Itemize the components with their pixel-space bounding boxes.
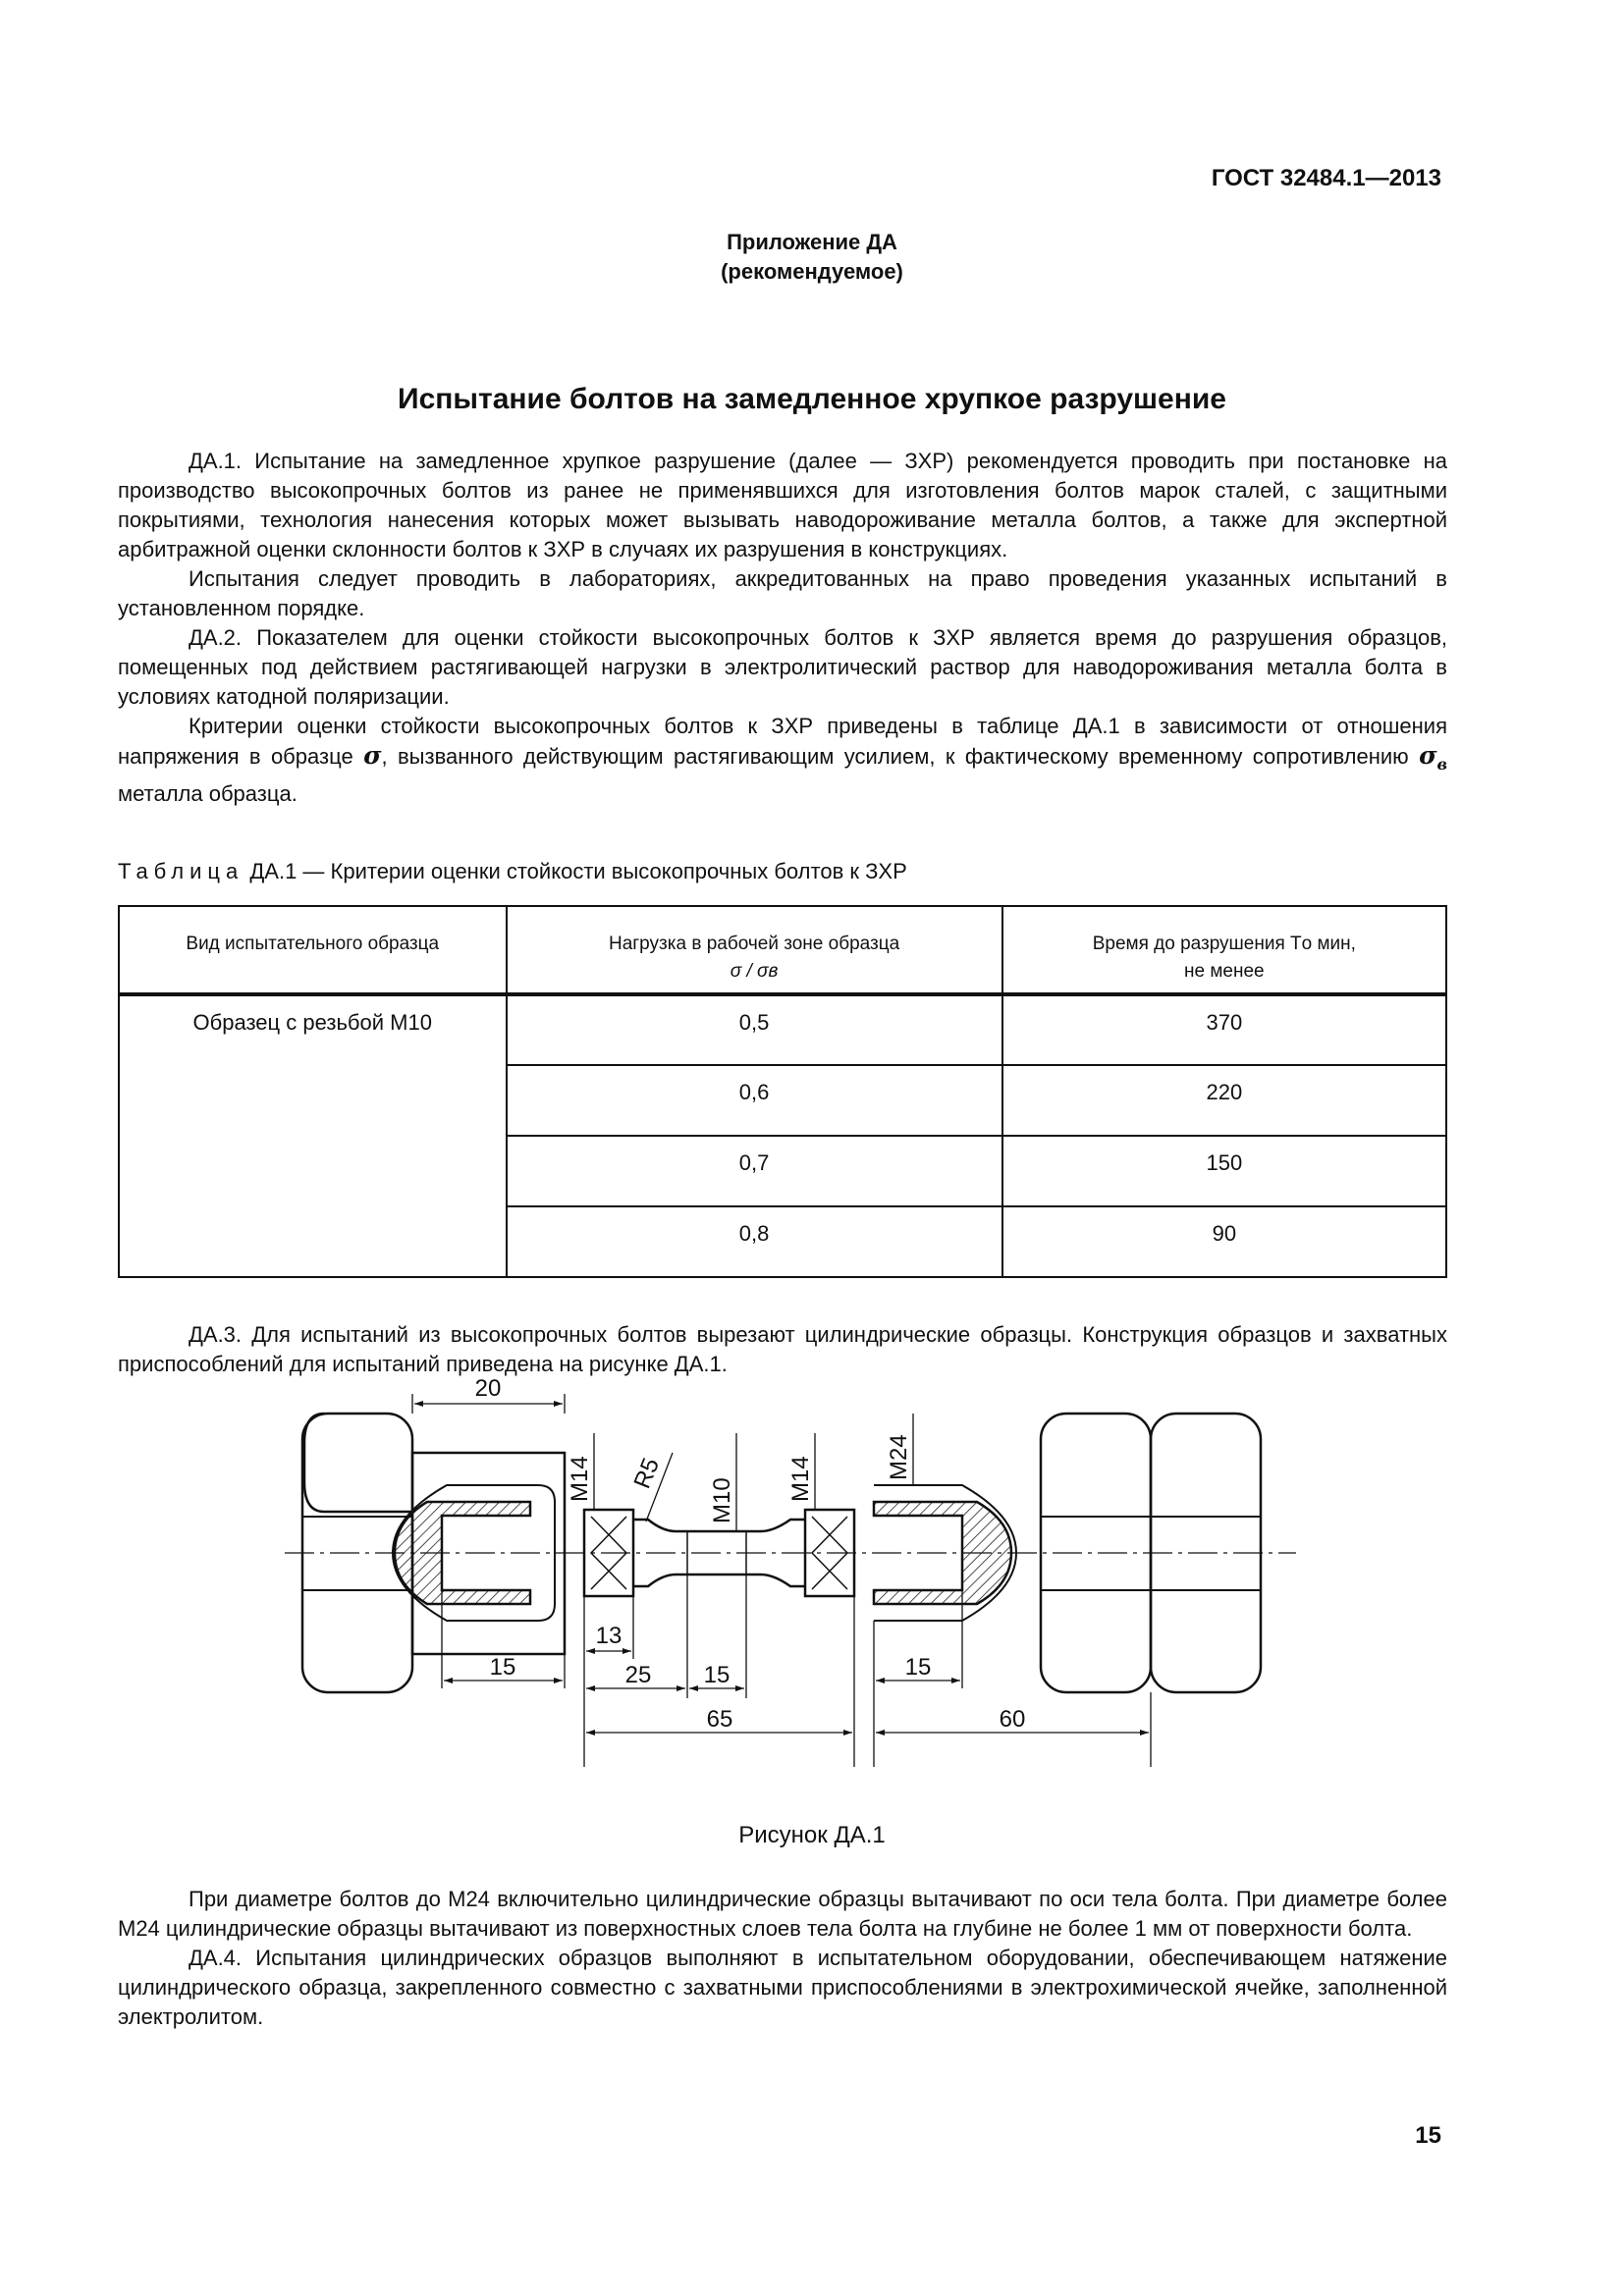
dim-15-left: 15 bbox=[489, 1654, 516, 1681]
dim-13: 13 bbox=[595, 1623, 623, 1649]
dim-15-right: 15 bbox=[904, 1654, 932, 1681]
annex-label: Приложение ДА bbox=[727, 230, 897, 254]
annex-heading bbox=[0, 228, 1624, 287]
paragraph-da3: ДА.3. Для испытаний из высокопрочных болтов вырезают цилиндрические образцы. Конструкция образцов и захватных приспособлений для испытаний приведена на рисунке ДА.1. bbox=[118, 1322, 1447, 1376]
dim-65: 65 bbox=[706, 1706, 733, 1733]
dim-60: 60 bbox=[999, 1706, 1026, 1733]
time-cell: 370 bbox=[1002, 994, 1446, 1065]
specimen-drawing bbox=[285, 1375, 1296, 1747]
figure-caption: Рисунок ДА.1 bbox=[738, 1822, 886, 1848]
table-caption-text: ДА.1 — Критерии оценки стойкости высокопрочных болтов к ЗХР bbox=[244, 859, 907, 883]
closing-text bbox=[118, 1885, 1447, 2032]
page-number: 15 bbox=[1415, 2122, 1441, 2149]
sigma-symbol: σ bbox=[363, 741, 382, 770]
paragraph-da2: ДА.2. Показателем для оценки стойкости высокопрочных болтов к ЗХР является время до разрушения образцов, помещенных под действием растягивающей нагрузки в электролитический раствор для наводороживания металла болта в условиях катодной поляризации. bbox=[118, 625, 1447, 709]
paragraph-da4: ДА.4. Испытания цилиндрических образцов выполняют в испытательном оборудовании, обеспечивающем натяжение цилиндрического образца, закрепленного совместно с захватными приспособлениями в электрохимической ячейке, заполненной электролитом. bbox=[118, 1946, 1447, 2029]
dim-20: 20 bbox=[474, 1375, 502, 1402]
table-caption-label: Таблица bbox=[118, 859, 244, 883]
header-load bbox=[507, 906, 1002, 994]
criteria-table bbox=[118, 905, 1447, 1278]
sigma-b-symbol bbox=[1419, 741, 1448, 774]
thread-m10: M10 bbox=[709, 1477, 735, 1523]
header-load-ratio: σ / σв bbox=[730, 961, 779, 982]
thread-m14-right: M14 bbox=[787, 1456, 814, 1502]
paragraph-diameter: При диаметре болтов до М24 включительно цилиндрические образцы вытачивают по оси тела болта. При диаметре более М24 цилиндрические образцы вытачивают из поверхностных слоев тела болта на глубине не более 1 мм от поверхности болта. bbox=[118, 1887, 1447, 1941]
sigma-b-base: σ bbox=[1419, 741, 1437, 770]
table-row bbox=[119, 994, 1446, 1065]
criteria-text-b: , вызванного действующим растягивающим усилием, к фактическому временному сопротивлению bbox=[381, 744, 1420, 769]
table-caption bbox=[118, 859, 907, 884]
paragraph-labs: Испытания следует проводить в лабораториях, аккредитованных на право проведения указанных испытаний в установленном порядке. bbox=[118, 566, 1447, 620]
load-cell: 0,8 bbox=[507, 1206, 1002, 1277]
load-cell: 0,6 bbox=[507, 1065, 1002, 1136]
radius-r5: R5 bbox=[628, 1454, 666, 1493]
thread-m24: M24 bbox=[886, 1434, 912, 1480]
document-code: ГОСТ 32484.1—2013 bbox=[1211, 165, 1441, 191]
paragraph-criteria bbox=[118, 712, 1447, 809]
section-title: Испытание болтов на замедленное хрупкое разрушение bbox=[398, 383, 1226, 415]
time-cell: 90 bbox=[1002, 1206, 1446, 1277]
time-cell: 220 bbox=[1002, 1065, 1446, 1136]
paragraph-da1: ДА.1. Испытание на замедленное хрупкое разрушение (далее — ЗХР) рекомендуется проводить при постановке на производство высокопрочных болтов из ранее не применявшихся для изготовления болтов марок сталей, с защитными покрытиями, технология нанесения которых может вызывать наводороживание металла болтов, а также для экспертной арбитражной оценки склонности болтов к ЗХР в случаях их разрушения в конструкциях. bbox=[118, 449, 1447, 561]
header-time bbox=[1002, 906, 1446, 994]
criteria-text-a: Критерии оценки стойкости высокопрочных болтов к ЗХР приведены в таблице ДА.1 в зависимости от отношения напряжения в образце bbox=[118, 714, 1447, 769]
thread-m14-left: M14 bbox=[567, 1456, 593, 1502]
dim-15-mid: 15 bbox=[703, 1662, 731, 1688]
criteria-text-c: металла образца. bbox=[118, 781, 298, 806]
annex-status: (рекомендуемое) bbox=[721, 259, 903, 284]
intro-text bbox=[118, 447, 1447, 809]
header-time-text: Время до разрушения Tо мин, bbox=[1092, 934, 1356, 954]
header-specimen-type: Вид испытательного образца bbox=[119, 906, 507, 994]
load-cell: 0,5 bbox=[507, 994, 1002, 1065]
table-header-row bbox=[119, 906, 1446, 994]
load-cell: 0,7 bbox=[507, 1136, 1002, 1206]
header-time-min: не менее bbox=[1184, 961, 1265, 982]
header-load-text: Нагрузка в рабочей зоне образца bbox=[608, 934, 900, 954]
time-cell: 150 bbox=[1002, 1136, 1446, 1206]
specimen-cell: Образец с резьбой М10 bbox=[119, 994, 507, 1277]
da3-text bbox=[118, 1320, 1447, 1379]
sigma-b-sub: в bbox=[1436, 755, 1448, 774]
dim-25: 25 bbox=[624, 1662, 652, 1688]
